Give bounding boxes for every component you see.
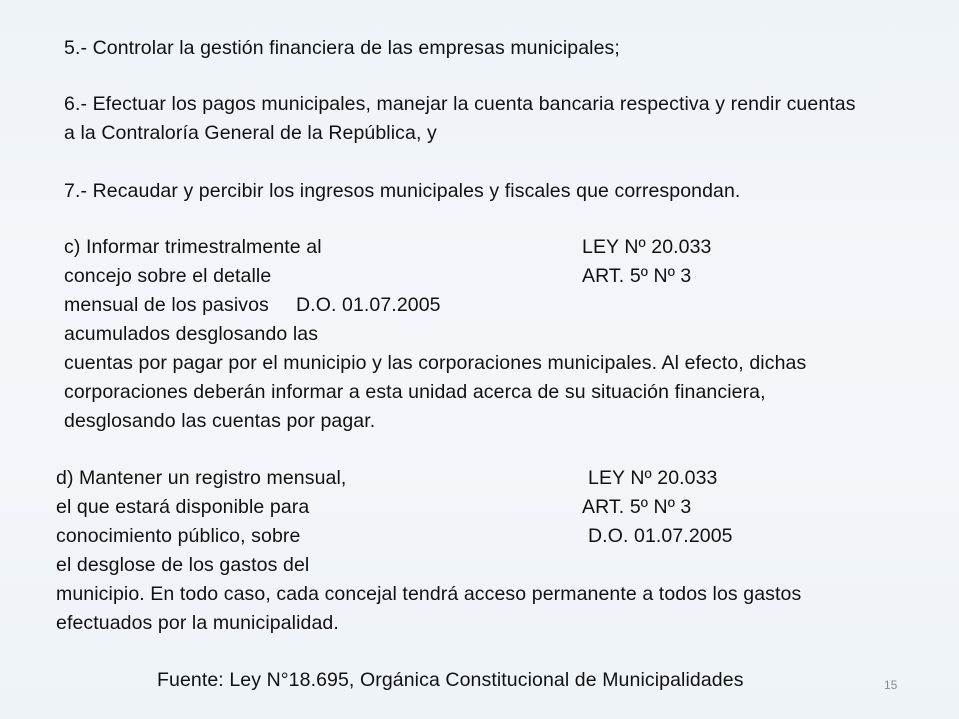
- page-number: 15: [884, 678, 898, 692]
- section-d-line: municipio. En todo caso, cada concejal tendrá acceso permanente a todos los gastos: [56, 583, 802, 605]
- item-6-line-1: 6.- Efectuar los pagos municipales, manejar la cuenta bancaria respectiva y rendir cuentas: [64, 93, 856, 115]
- item-6-line-2: a la Contraloría General de la República, y: [64, 122, 437, 144]
- section-d-line: efectuados por la municipalidad.: [56, 612, 339, 634]
- section-d-line: conocimiento público, sobre: [56, 525, 301, 547]
- source-citation: Fuente: Ley N°18.695, Orgánica Constitucional de Municipalidades: [157, 669, 744, 691]
- section-d-line: d) Mantener un registro mensual,: [56, 467, 347, 489]
- section-c-line: concejo sobre el detalle: [64, 265, 272, 287]
- section-c-line: c) Informar trimestralmente al: [64, 236, 322, 258]
- section-d-ref-law: LEY Nº 20.033: [588, 467, 718, 489]
- section-c-ref-date: D.O. 01.07.2005: [296, 294, 441, 316]
- item-7: 7.- Recaudar y percibir los ingresos municipales y fiscales que correspondan.: [64, 180, 741, 202]
- section-c-line: corporaciones deberán informar a esta unidad acerca de su situación financiera,: [64, 381, 766, 403]
- item-5: 5.- Controlar la gestión financiera de las empresas municipales;: [64, 37, 620, 59]
- section-c-line: mensual de los pasivos: [64, 294, 269, 316]
- section-d-line: el desglose de los gastos del: [56, 554, 310, 576]
- section-c-ref-law: LEY Nº 20.033: [582, 236, 712, 258]
- section-c-line: cuentas por pagar por el municipio y las corporaciones municipales. Al efecto, dichas: [64, 352, 807, 374]
- section-d-ref-date: D.O. 01.07.2005: [588, 525, 733, 547]
- section-c-line: desglosando las cuentas por pagar.: [64, 410, 376, 432]
- section-d-line: el que estará disponible para: [56, 496, 310, 518]
- section-c-line: acumulados desglosando las: [64, 323, 319, 345]
- section-d-ref-art: ART. 5º Nº 3: [582, 496, 692, 518]
- section-c-ref-art: ART. 5º Nº 3: [582, 265, 692, 287]
